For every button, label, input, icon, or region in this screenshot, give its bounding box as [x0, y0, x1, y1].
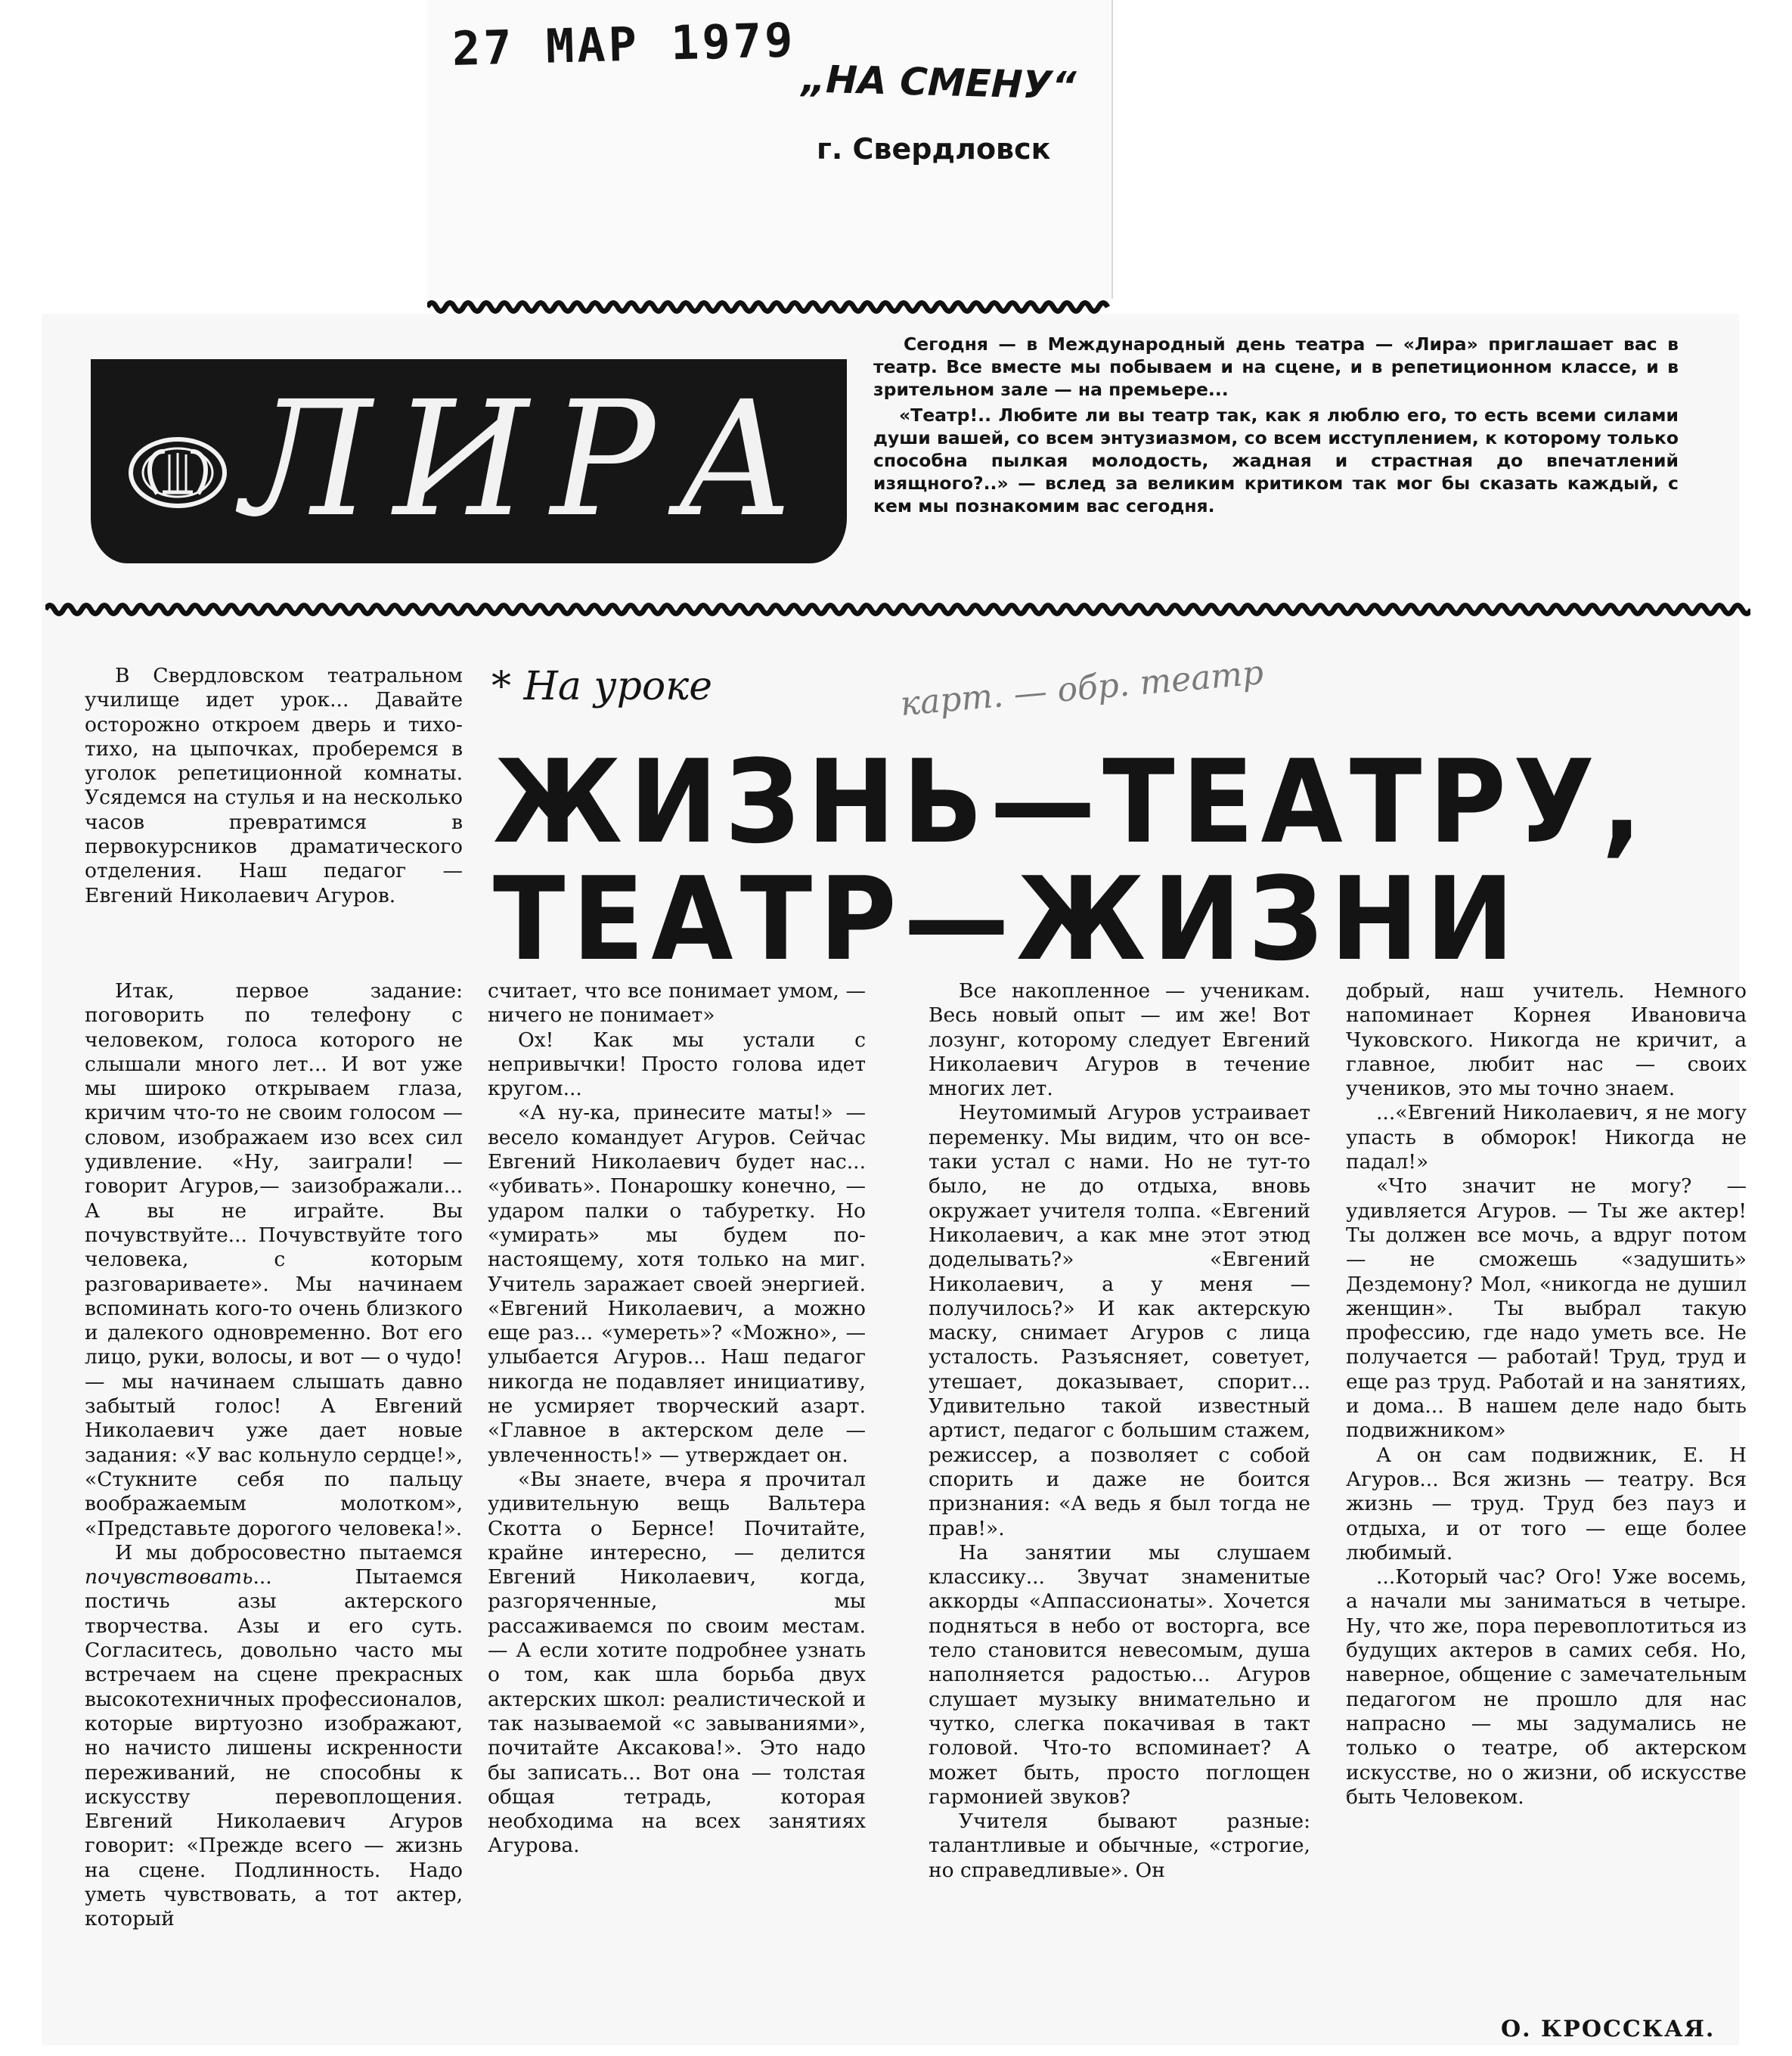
handwritten-note: карт. — обр. театр: [898, 653, 1266, 724]
col1-text: ... Пытаемся постичь азы актерского творчества. Азы и его суть. Согласитесь, довольно часто мы встречаем на сцене прекрасных высокотехничных профессионалов, которые виртуозно изображают, но начисто лишены искренности переживаний, не способны к искусству перевоплощения. Евгений Николаевич Агуров говорит: «Прежде всего — жизнь на сцене. Подлинность. Надо уметь чувствовать, а тот актер, который: [85, 1565, 463, 1931]
lyre-icon: [131, 439, 225, 506]
author-byline: О. КРОССКАЯ.: [1501, 2016, 1716, 2042]
col2-paragraph: «А ну-ка, принесите маты!» — весело командует Агуров. Сейчас Евгений Николаевич будет нас... «убивать». Понарошку конечно, — ударом палки о табуретку. Но «умирать» мы будем по-настоящему, хотя только на миг. Учитель заражает своей энергией. «Евгений Николаевич, а можно еще раз... «умереть»? «Можно», — улыбается Агуров... Наш педагог никогда не подавляет инициативу, не усмиряет творческий азарт. «Главное в актерском деле — увлеченность!» — утверждает он.: [488, 1101, 866, 1467]
col4-paragraph: добрый, наш учитель. Немного напоминает Корнея Ивановича Чуковского. Никогда не кричит, а главное, любит нас — своих учеников, это мы точно знаем.: [1346, 979, 1747, 1101]
col2-paragraph: «Вы знаете, вчера я прочитал удивительную вещь Вальтера Скотта о Бернсе! Почитайте, крайне интересно, — делится Евгений Николаевич, когда, разгоряченные, мы рассаживаемся по своим местам. — А если хотите подробнее узнать о том, как шла борьба двух актерских школ: реалистической и так называемой «с завываниями», почитайте Аксакова!». Это надо бы записать... Вот она — толстая общая тетрадь, которая необходима на всех занятиях Агурова.: [488, 1467, 866, 1858]
col1-text: И мы добросовестно пытаемся: [115, 1540, 463, 1564]
article-column-3: [929, 979, 1310, 1883]
col4-paragraph: А он сам подвижник, Е. Н Агуров... Вся жизнь — театру. Вся жизнь — труд. Труд без пауз и отдыха, и от того — еще более любимый.: [1346, 1443, 1747, 1564]
section-intro: [873, 333, 1679, 520]
col4-paragraph: «Что значит не могу? — удивляется Агуров. — Ты же актер! Ты должен все мочь, а вдруг потом — не сможешь «задушить» Дездемону? Мол, «никогда не душил женщин». Ты выбрал такую профессию, где надо уметь все. Не получается — работай! Труд, труд и еще раз труд. Работай и на занятиях, и дома... В нашем деле надо быть подвижником»: [1346, 1174, 1747, 1443]
mid-wavy-border: [45, 601, 1750, 618]
article-column-4: [1346, 979, 1747, 1809]
lira-logo-title: ЛИРА: [235, 367, 817, 552]
col3-paragraph: Все накопленное — ученикам. Весь новый опыт — им же! Вот лозунг, которому следует Евгений Николаевич Агуров в течение многих лет.: [929, 979, 1310, 1101]
article-lead: [85, 664, 463, 908]
lead-paragraph: В Свердловском театральном училище идет урок... Давайте осторожно откроем дверь и тихо-тихо, на цыпочках, проберемся в уголок репетиционной комнаты. Усядемся на стулья и на несколько часов превратимся в первокурсников драматического отделения. Наш педагог — Евгений Николаевич Агуров.: [85, 664, 463, 907]
col4-paragraph: ...«Евгений Николаевич, я не могу упасть в обморок! Никогда не падал!»: [1346, 1101, 1747, 1174]
intro-paragraph: Сегодня — в Международный день театра — «Лира» приглашает вас в театр. Все вместе мы побываем и на сцене, и в репетиционном классе, и в зрительном зале — на премьере...: [873, 333, 1679, 400]
intro-quote: «Театр!.. Любите ли вы театр так, как я люблю его, то есть всеми силами души вашей, со всем энтузиазмом, со всем исступлением, к которому только способна пылкая молодость, жадная и страстная до впечатлений изящного?..» — вслед за великим критиком так мог бы сказать каждый, с кем мы познакомим вас сегодня.: [873, 405, 1679, 516]
headline-line-1: ЖИЗНЬ—ТЕАТРУ,: [493, 735, 1649, 869]
col1-paragraph: [85, 1541, 463, 1932]
col3-paragraph: Учителя бывают разные: талантливые и обычные, «строгие, но справедливые». Он: [929, 1809, 1310, 1882]
lira-logo: [91, 359, 847, 563]
article-column-1: [85, 979, 463, 1932]
headline-line-2: ТЕАТР—ЖИЗНИ: [493, 852, 1521, 986]
col3-paragraph: Неутомимый Агуров устраивает переменку. Мы видим, что он все-таки устал с нами. Но не тут-то было, не до отдыха, вновь окружает учителя толпа. «Евгений Николаевич, а как мне этот этюд доделывать?» «Евгений Николаевич, а у меня — получилось?» И как актерскую маску, снимает Агуров с лица усталость. Разъясняет, советует, утешает, доказывает, спорит... Удивительно такой известный артист, педагог с большим стажем, режиссер, а позволяет с собой спорить и даже не боится признания: «А ведь я был тогда не прав!».: [929, 1101, 1310, 1540]
lira-logo-art: [91, 359, 847, 563]
newspaper-city-stamp: г. Свердловск: [817, 132, 1051, 166]
col1-emphasis: почувствовать: [85, 1565, 253, 1589]
col2-paragraph: считает, что все понимает умом, — ничего не понимает»: [488, 979, 866, 1028]
col2-paragraph: Ох! Как мы устали с непривычки! Просто голова идет кругом...: [488, 1028, 866, 1101]
col3-paragraph: На занятии мы слушаем классику... Звучат знаменитые аккорды «Аппассионаты». Хочется подняться в небо от восторга, все тело становится невесомым, душа наполняется радостью... Агуров слушает музыку внимательно и чутко, слегка покачивая в такт головой. Что-то вспоминает? А может быть, просто поглощен гармонией звуков?: [929, 1540, 1310, 1809]
rubric-label: * На уроке: [491, 664, 712, 709]
top-wavy-border: [427, 299, 1111, 315]
col4-paragraph: ...Который час? Ого! Уже восемь, а начали мы заниматься в четыре. Ну, что же, пора перевоплотиться из будущих актеров в самих себя. Но, наверное, общение с замечательным педагогом не прошло для нас напрасно — мы задумались не только о театре, об актерском искусстве, но о жизни, об искусстве быть Человеком.: [1346, 1565, 1747, 1809]
archive-date-stamp: 27 МАР 1979: [451, 12, 797, 76]
col1-paragraph: Итак, первое задание: поговорить по телефону с человеком, голоса которого не слышали много лет... И вот уже мы широко открываем глаза, кричим что-то не своим голосом — словом, изображаем изо всех сил удивление. «Ну, заиграли! — говорит Агуров,— заизображали... А вы не играйте. Вы почувствуйте... Почувствуйте того человека, с которым разговариваете». Мы начинаем вспоминать кого-то очень близкого и далекого одновременно. Вот его лицо, руки, волосы, и вот — о чудо! — мы начинаем слышать давно забытый голос! А Евгений Николаевич уже дает новые задания: «У вас кольнуло сердце!», «Стукните себя по пальцу воображаемым молотком», «Представьте дорогого человека!».: [85, 979, 463, 1540]
article-column-2: [488, 979, 866, 1859]
newspaper-name-stamp: „НА СМЕНУ“: [801, 57, 1077, 108]
